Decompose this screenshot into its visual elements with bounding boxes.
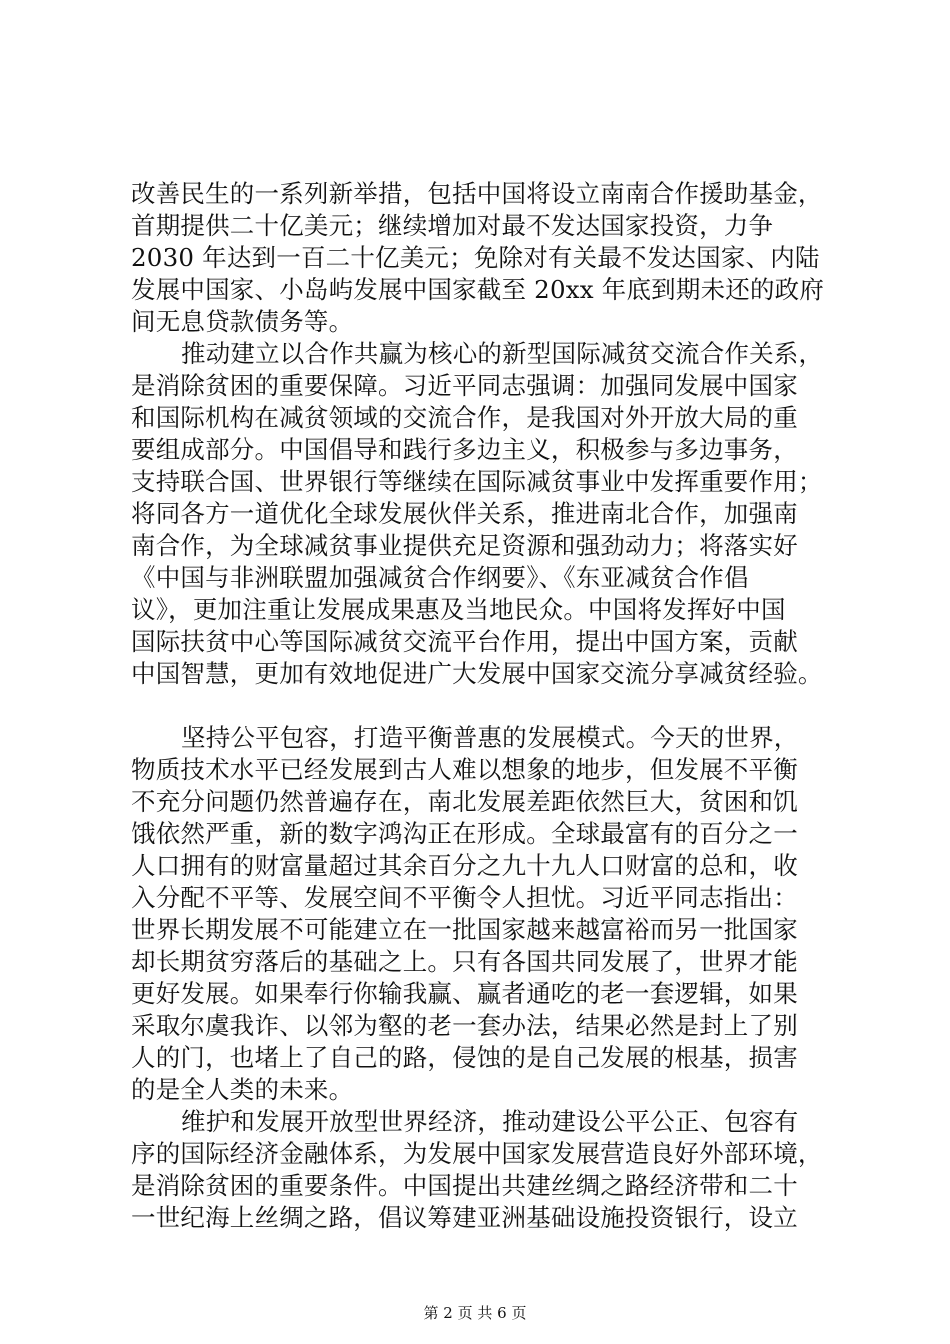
text-line: 采取尔虞我诈、以邻为壑的老一套办法，结果必然是封上了别 [131,1011,798,1040]
text-line: 首期提供二十亿美元；继续增加对最不发达国家投资，力争 [131,211,774,240]
text-line: 国际扶贫中心等国际减贫交流平台作用，提出中国方案，贡献 [131,627,798,656]
text-line: 将同各方一道优化全球发展伙伴关系，推进南北合作，加强南 [131,499,798,528]
text-line: 改善民生的一系列新举措，包括中国将设立南南合作援助基金， [131,179,823,208]
text-line: 不充分问题仍然普遍存在，南北发展差距依然巨大，贫困和饥 [131,787,798,816]
text-line: 更好发展。如果奉行你输我赢、赢者通吃的老一套逻辑，如果 [131,979,798,1008]
text-line: 是消除贫困的重要条件。中国提出共建丝绸之路经济带和二十 [131,1171,798,1200]
paragraph-first-line: 维护和发展开放型世界经济，推动建设公平公正、包容有 [181,1107,799,1136]
text-line: 人口拥有的财富量超过其余百分之九十九人口财富的总和，收 [131,851,798,880]
page-footer [0,1303,950,1323]
text-line: 发展中国家、小岛屿发展中国家截至 20xx 年底到期未还的政府 [131,275,825,304]
text-line: 2030 年达到一百二十亿美元；免除对有关最不发达国家、内陆 [131,243,820,272]
text-line: 饿依然严重，新的数字鸿沟正在形成。全球最富有的百分之一 [131,819,798,848]
text-line: 一世纪海上丝绸之路，倡议筹建亚洲基础设施投资银行，设立 [131,1203,798,1232]
text-line: 是消除贫困的重要保障。习近平同志强调：加强同发展中国家 [131,371,798,400]
text-line: 人的门，也堵上了自己的路，侵蚀的是自己发展的根基，损害 [131,1043,798,1072]
text-line: 议》，更加注重让发展成果惠及当地民众。中国将发挥好中国 [131,595,786,624]
page-total: 共 6 页 [477,1304,527,1322]
text-line: 入分配不平等、发展空间不平衡令人担忧。习近平同志指出： [131,883,798,912]
text-line: 和国际机构在减贫领域的交流合作，是我国对外开放大局的重 [131,403,798,432]
text-line: 中国智慧，更加有效地促进广大发展中国家交流分享减贫经验。 [131,659,823,688]
text-line: 《中国与非洲联盟加强减贫合作纲要》、《东亚减贫合作倡 [131,563,749,592]
text-line: 世界长期发展不可能建立在一批国家越来越富裕而另一批国家 [131,915,798,944]
text-line: 物质技术水平已经发展到古人难以想象的地步，但发展不平衡 [131,755,798,784]
text-line: 却长期贫穷落后的基础之上。只有各国共同发展了，世界才能 [131,947,798,976]
text-line: 间无息贷款债务等。 [131,307,354,336]
page-number: 第 2 页 [423,1304,473,1322]
text-line: 南合作，为全球减贫事业提供充足资源和强劲动力；将落实好 [131,531,798,560]
text-line: 要组成部分。中国倡导和践行多边主义，积极参与多边事务， [131,435,798,464]
paragraph-first-line: 坚持公平包容，打造平衡普惠的发展模式。今天的世界， [181,723,799,752]
text-line: 的是全人类的未来。 [131,1075,354,1104]
text-line: 支持联合国、世界银行等继续在国际减贫事业中发挥重要作用； [131,467,823,496]
paragraph-first-line: 推动建立以合作共赢为核心的新型国际减贫交流合作关系， [181,339,824,368]
text-line: 序的国际经济金融体系，为发展中国家发展营造良好外部环境， [131,1139,823,1168]
